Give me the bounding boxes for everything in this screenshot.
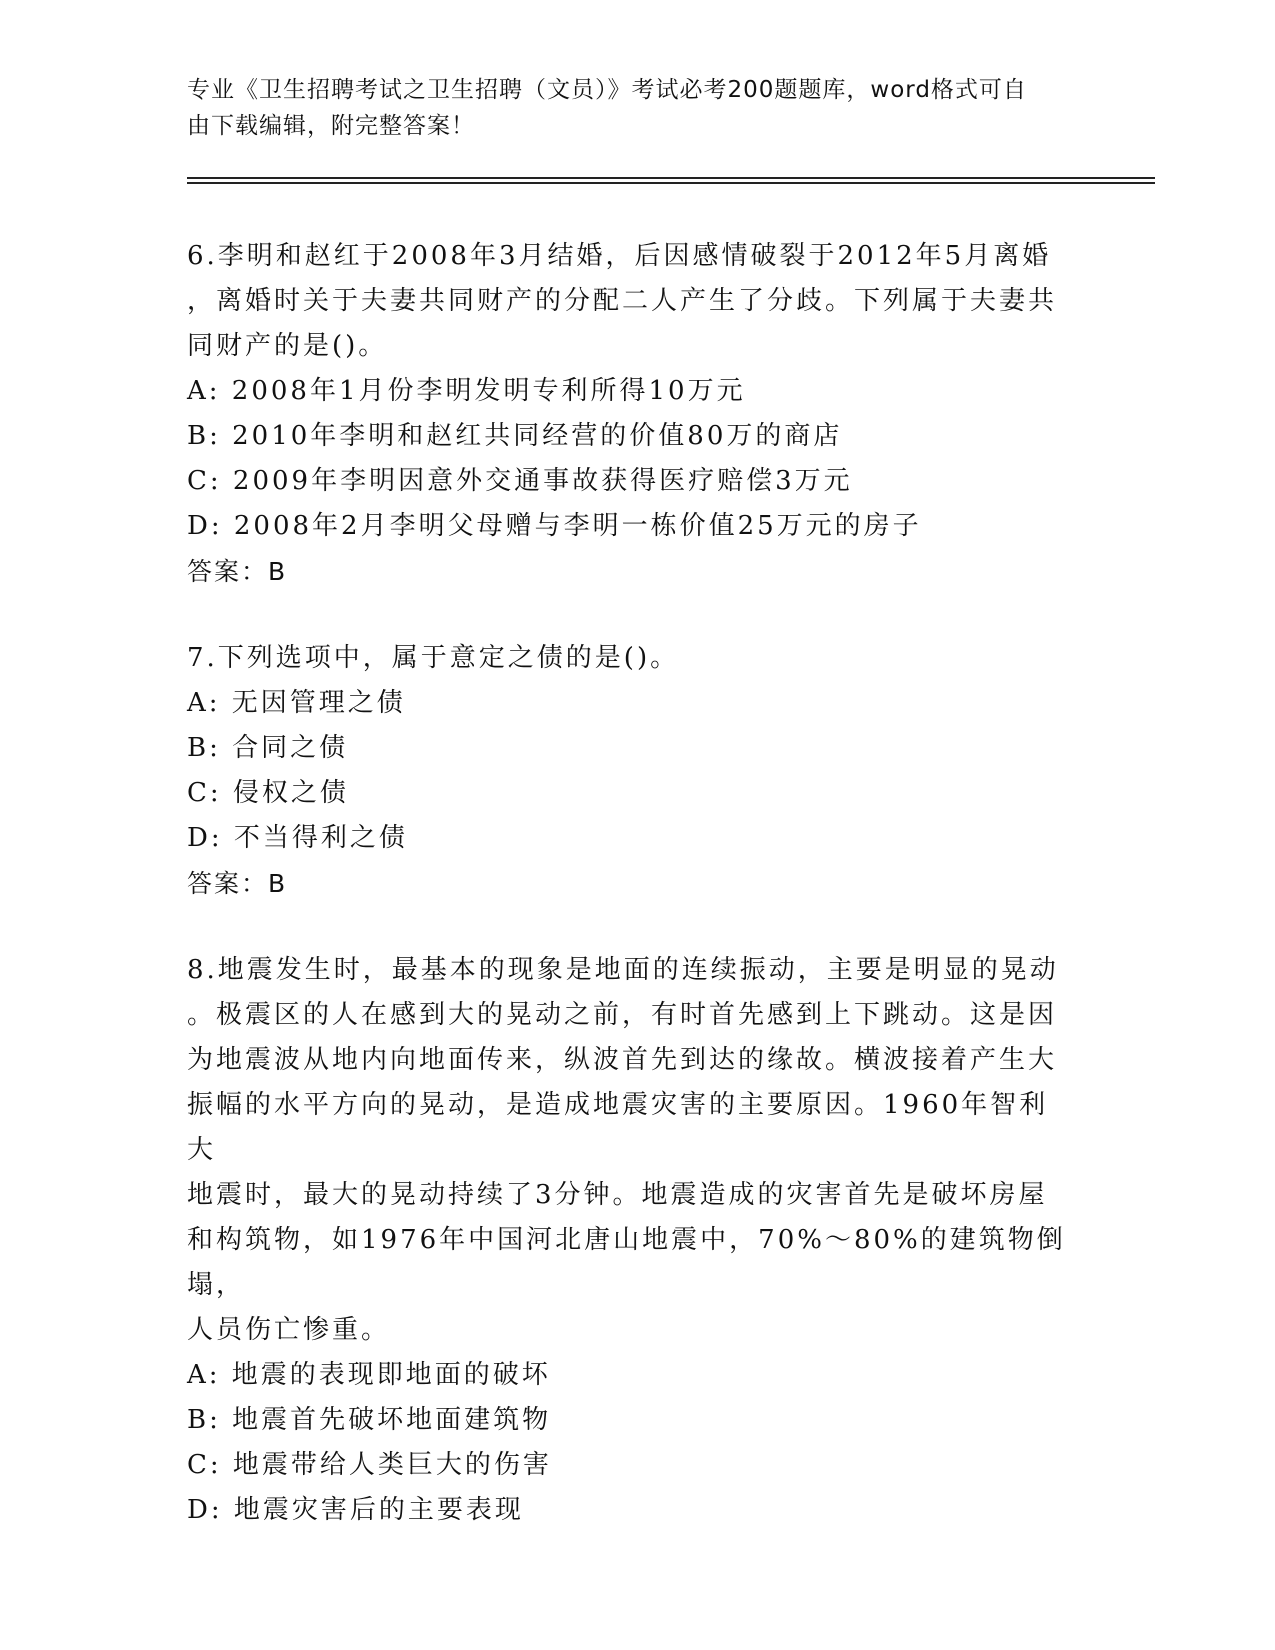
option-a: A: 地震的表现即地面的破坏 xyxy=(187,1360,551,1390)
header-line-1: 专业《卫生招聘考试之卫生招聘（文员）》考试必考200题题库，word格式可自 xyxy=(187,77,1027,103)
option-c: C: 侵权之债 xyxy=(187,778,349,808)
stem-line: 人员伤亡惨重。 xyxy=(187,1315,391,1345)
document-header xyxy=(187,72,1067,144)
question-7 xyxy=(187,636,1067,906)
stem-line: 7.下列选项中，属于意定之债的是()。 xyxy=(187,643,680,673)
option-c: C: 2009年李明因意外交通事故获得医疗赔偿3万元 xyxy=(187,466,853,496)
question-list xyxy=(187,234,1067,1575)
option-a: A: 2008年1月份李明发明专利所得10万元 xyxy=(187,376,746,406)
stem-line: 为地震波从地内向地面传来，纵波首先到达的缘故。横波接着产生大 xyxy=(187,1045,1058,1075)
option-d: D: 地震灾害后的主要表现 xyxy=(187,1495,524,1525)
stem-line: 6.李明和赵红于2008年3月结婚，后因感情破裂于2012年5月离婚 xyxy=(187,241,1052,271)
stem-line: 和构筑物，如1976年中国河北唐山地震中，70%～80%的建筑物倒塌， xyxy=(187,1225,1066,1300)
option-c: C: 地震带给人类巨大的伤害 xyxy=(187,1450,552,1480)
question-6 xyxy=(187,234,1067,594)
header-line-2: 由下载编辑，附完整答案！ xyxy=(187,113,475,139)
question-8 xyxy=(187,948,1067,1533)
stem-line: 振幅的水平方向的晃动，是造成地震灾害的主要原因。1960年智利大 xyxy=(187,1090,1049,1165)
question-stem xyxy=(187,636,1067,681)
stem-line: 地震时，最大的晃动持续了3分钟。地震造成的灾害首先是破坏房屋 xyxy=(187,1180,1048,1210)
stem-line: 。极震区的人在感到大的晃动之前，有时首先感到上下跳动。这是因 xyxy=(187,1000,1058,1030)
option-a: A: 无因管理之债 xyxy=(187,688,406,718)
question-stem xyxy=(187,948,1067,1353)
stem-line: 8.地震发生时，最基本的现象是地面的连续振动，主要是明显的晃动 xyxy=(187,955,1059,985)
stem-line: 同财产的是()。 xyxy=(187,331,388,361)
header-divider-bottom xyxy=(187,182,1155,184)
option-d: D: 不当得利之债 xyxy=(187,823,408,853)
answer-label: 答案：B xyxy=(187,557,288,586)
option-b: B: 地震首先破坏地面建筑物 xyxy=(187,1405,552,1435)
question-stem xyxy=(187,234,1067,369)
header-divider-top xyxy=(187,177,1155,179)
option-d: D: 2008年2月李明父母赠与李明一栋价值25万元的房子 xyxy=(187,511,922,541)
option-b: B: 2010年李明和赵红共同经营的价值80万的商店 xyxy=(187,421,843,451)
answer-label: 答案：B xyxy=(187,869,288,898)
stem-line: ，离婚时关于夫妻共同财产的分配二人产生了分歧。下列属于夫妻共 xyxy=(187,286,1058,316)
option-b: B: 合同之债 xyxy=(187,733,349,763)
